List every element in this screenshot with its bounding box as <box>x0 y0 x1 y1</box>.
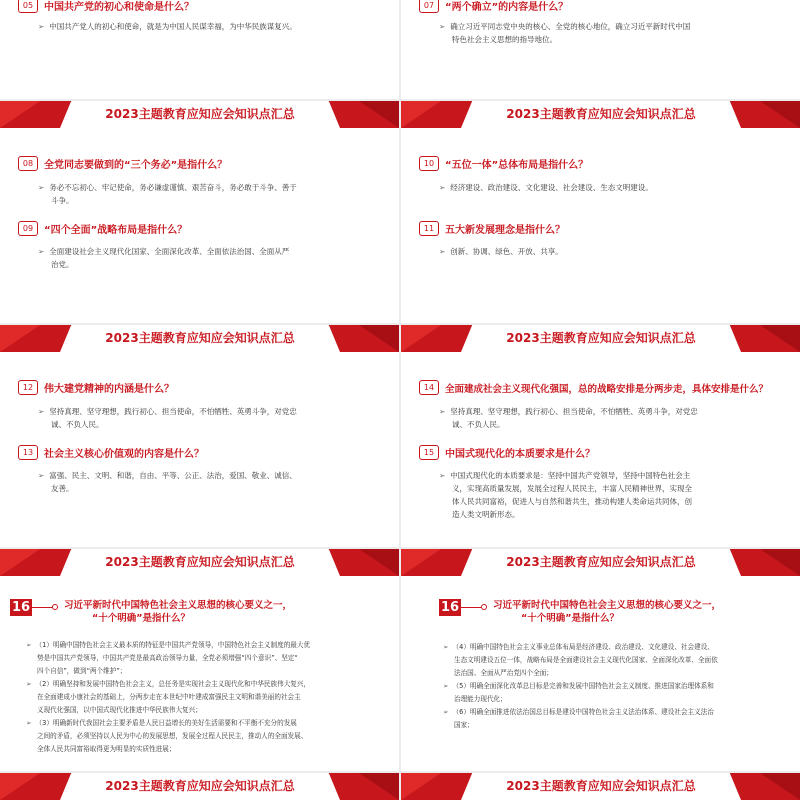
arrow-icon: ➢ <box>38 183 45 192</box>
answer-text: 确立习近平同志党中央的核心、全党的核心地位，确立习近平新时代中国 <box>450 22 691 31</box>
slide-16-part2 <box>401 549 800 771</box>
answer <box>439 405 769 431</box>
arrow-icon: ➢ <box>439 471 446 480</box>
list-item <box>26 639 386 651</box>
question-title-line: “十个明确”是指什么？ <box>521 613 619 624</box>
question-title-line: 习近平新时代中国特色社会主义思想的核心要义之一， <box>64 600 293 611</box>
question-number: 13 <box>18 445 38 460</box>
question-text: 全面建成社会主义现代化强国，总的战略安排是分两步走，具体安排是什么？ <box>445 383 769 395</box>
connector-dot <box>52 604 58 610</box>
item-text: 治理能力现代化； <box>454 695 507 703</box>
slide-bottom-left <box>0 773 399 800</box>
list-item <box>26 678 386 690</box>
question-number: 07 <box>419 0 439 13</box>
question-row <box>419 445 595 460</box>
list-item <box>26 665 386 677</box>
header-title: 2023主题教育应知应会知识点汇总 <box>105 331 295 345</box>
question-text: 中国式现代化的本质要求是什么？ <box>445 449 595 460</box>
answer-text: 中国式现代化的本质要求是：坚持中国共产党领导，坚持中国特色社会主 <box>450 471 691 480</box>
item-text: （2）明确坚持和发展中国特色社会主义，总任务是实现社会主义现代化和中华民族伟大复兴， <box>35 680 311 688</box>
arrow-icon: ➢ <box>38 407 45 416</box>
item-text: （5）明确全面深化改革总目标是完善和发展中国特色社会主义制度、推进国家治理体系和 <box>452 682 714 690</box>
answer <box>38 20 368 33</box>
slide-bottom-right <box>401 773 800 800</box>
question-text: 社会主义核心价值观的内容是什么？ <box>44 449 204 460</box>
answer-text: 诚、不负人民。 <box>51 420 104 429</box>
slide-header <box>401 325 800 352</box>
answer-text: 友善。 <box>51 484 74 493</box>
list-item <box>26 743 386 755</box>
answer-text: 经济建设、政治建设、文化建设、社会建设、生态文明建设。 <box>450 183 653 192</box>
arrow-icon: ➢ <box>26 680 32 688</box>
question-number: 05 <box>18 0 38 13</box>
header-title: 2023主题教育应知应会知识点汇总 <box>105 555 295 569</box>
connector-line <box>461 607 481 608</box>
header-title: 2023主题教育应知应会知识点汇总 <box>506 107 696 121</box>
question-text: “两个确立”的内容是什么？ <box>445 2 569 13</box>
question-number: 09 <box>18 221 38 236</box>
question-text: 五大新发展理念是指什么？ <box>445 225 565 236</box>
answer-text: 诚、不负人民。 <box>452 420 505 429</box>
question-number: 14 <box>419 380 439 395</box>
slide-header <box>0 773 399 800</box>
answer <box>439 469 769 521</box>
question-row <box>18 156 227 171</box>
answer-text: 务必不忘初心、牢记使命，务必谦虚谨慎、艰苦奋斗，务必敢于斗争、善于 <box>49 183 297 192</box>
header-title: 2023主题教育应知应会知识点汇总 <box>506 555 696 569</box>
connector-line <box>32 607 52 608</box>
question-title <box>493 599 773 625</box>
item-list <box>443 641 763 732</box>
item-list <box>26 639 386 756</box>
arrow-icon: ➢ <box>26 641 32 649</box>
big-question <box>10 599 344 625</box>
header-title: 2023主题教育应知应会知识点汇总 <box>105 107 295 121</box>
question-text: “五位一体”总体布局是指什么？ <box>445 160 589 171</box>
arrow-icon: ➢ <box>443 682 449 690</box>
question-row <box>419 156 588 171</box>
list-item <box>26 730 386 742</box>
answer-text: 治党。 <box>51 260 74 269</box>
list-item <box>26 704 386 716</box>
slide-14-15 <box>401 325 800 547</box>
connector-dot <box>481 604 487 610</box>
question-row <box>419 221 565 236</box>
item-text: 全体人民共同富裕取得更为明显的实质性进展； <box>37 745 176 753</box>
question-title <box>64 599 344 625</box>
arrow-icon: ➢ <box>439 247 446 256</box>
item-text: 四个自信”，做到“两个维护”； <box>37 667 127 675</box>
slide-top-right <box>401 0 800 99</box>
question-number: 16 <box>440 600 460 615</box>
item-text: 势是中国共产党领导，中国共产党是最高政治领导力量，全党必须增强“四个意识”、坚定“ <box>37 654 298 662</box>
list-item <box>443 641 763 653</box>
question-number: 16 <box>11 600 31 615</box>
answer-text: 坚持真理、坚守理想，践行初心、担当使命，不怕牺牲、英勇斗争，对党忠 <box>450 407 698 416</box>
answer <box>38 181 368 207</box>
slide-header <box>0 325 399 352</box>
slide-header <box>401 101 800 128</box>
arrow-icon: ➢ <box>443 708 449 716</box>
answer <box>38 245 368 271</box>
slide-12-13 <box>0 325 399 547</box>
answer <box>38 405 368 431</box>
answer <box>38 469 368 495</box>
arrow-icon: ➢ <box>38 471 45 480</box>
arrow-icon: ➢ <box>439 22 446 31</box>
arrow-icon: ➢ <box>439 183 446 192</box>
question-row <box>18 380 174 395</box>
item-text: 生态文明建设五位一体，战略布局是全面建设社会主义现代化国家、全面深化改革、全面依 <box>454 656 718 664</box>
item-text: 国家； <box>454 721 474 729</box>
question-text: 全党同志要做到的“三个务必”是指什么？ <box>44 160 228 171</box>
answer-text: 特色社会主义思想的指导地位。 <box>452 35 557 44</box>
header-title: 2023主题教育应知应会知识点汇总 <box>105 779 295 793</box>
slide-header <box>0 101 399 128</box>
slide-top-left <box>0 0 399 99</box>
item-text: （1）明确中国特色社会主义最本质的特征是中国共产党领导，中国特色社会主义制度的最大优 <box>35 641 311 649</box>
item-text: 之间的矛盾，必须坚持以人民为中心的发展思想，发展全过程人民民主，推动人的全面发展、 <box>37 732 308 740</box>
question-row <box>419 0 568 13</box>
answer-text: 体人民共同富裕，促进人与自然和谐共生，推动构建人类命运共同体，创 <box>452 497 692 506</box>
item-text: （4）明确中国特色社会主义事业总体布局是经济建设、政治建设、文化建设、社会建设、 <box>452 643 714 651</box>
question-number: 15 <box>419 445 439 460</box>
answer-text: 坚持真理、坚守理想，践行初心、担当使命，不怕牺牲、英勇斗争，对党忠 <box>49 407 297 416</box>
question-title-line: 习近平新时代中国特色社会主义思想的核心要义之一， <box>493 600 722 611</box>
big-question <box>439 599 773 625</box>
list-item <box>443 667 763 679</box>
list-item <box>443 654 763 666</box>
question-number: 11 <box>419 221 439 236</box>
arrow-icon: ➢ <box>439 407 446 416</box>
question-title-line: “十个明确”是指什么？ <box>92 613 190 624</box>
slide-10-11 <box>401 101 800 323</box>
answer-text: 富强、民主、文明、和谐，自由、平等、公正、法治，爱国、敬业、诚信、 <box>49 471 297 480</box>
question-number: 12 <box>18 380 38 395</box>
answer-text: 造人类文明新形态。 <box>452 510 520 519</box>
question-row <box>18 0 194 13</box>
header-title: 2023主题教育应知应会知识点汇总 <box>506 331 696 345</box>
slide-header <box>401 549 800 576</box>
header-title: 2023主题教育应知应会知识点汇总 <box>506 779 696 793</box>
question-row <box>18 221 187 236</box>
answer-text: 义，实现高质量发展，发展全过程人民民主，丰富人民精神世界，实现全 <box>452 484 692 493</box>
list-item <box>443 693 763 705</box>
question-row <box>18 445 204 460</box>
list-item <box>26 691 386 703</box>
answer-text: 中国共产党人的初心和使命，就是为中国人民谋幸福，为中华民族谋复兴。 <box>49 22 297 31</box>
question-number: 08 <box>18 156 38 171</box>
list-item <box>443 680 763 692</box>
answer-text: 全面建设社会主义现代化国家、全面深化改革、全面依法治国、全面从严 <box>49 247 290 256</box>
slide-08-09 <box>0 101 399 323</box>
question-text: 伟大建党精神的内涵是什么？ <box>44 384 174 395</box>
answer-text: 斗争。 <box>51 196 74 205</box>
question-number: 10 <box>419 156 439 171</box>
list-item <box>26 652 386 664</box>
arrow-icon: ➢ <box>38 247 45 256</box>
list-item <box>26 717 386 729</box>
item-text: 法治国、全面从严治党四个全面； <box>454 669 553 677</box>
item-text: 在全面建成小康社会的基础上，分两步走在本世纪中叶建成富强民主文明和谐美丽的社会主 <box>37 693 301 701</box>
slide-header <box>401 773 800 800</box>
question-text: “四个全面”战略布局是指什么？ <box>44 225 188 236</box>
answer <box>439 20 769 46</box>
list-item <box>443 706 763 718</box>
slide-16-part1 <box>0 549 399 771</box>
answer <box>439 245 769 258</box>
item-text: （6）明确全面推进依法治国总目标是建设中国特色社会主义法治体系、建设社会主义法治 <box>452 708 714 716</box>
question-text: 中国共产党的初心和使命是什么？ <box>44 2 194 13</box>
answer-text: 创新、协调、绿色、开放、共享。 <box>450 247 563 256</box>
arrow-icon: ➢ <box>38 22 45 31</box>
arrow-icon: ➢ <box>443 643 449 651</box>
item-text: （3）明确新时代我国社会主要矛盾是人民日益增长的美好生活需要和不平衡不充分的发展 <box>35 719 297 727</box>
answer <box>439 181 769 194</box>
arrow-icon: ➢ <box>26 719 32 727</box>
slide-header <box>0 549 399 576</box>
list-item <box>443 719 763 731</box>
question-row <box>419 380 768 395</box>
item-text: 义现代化强国，以中国式现代化推进中华民族伟大复兴； <box>37 706 202 714</box>
